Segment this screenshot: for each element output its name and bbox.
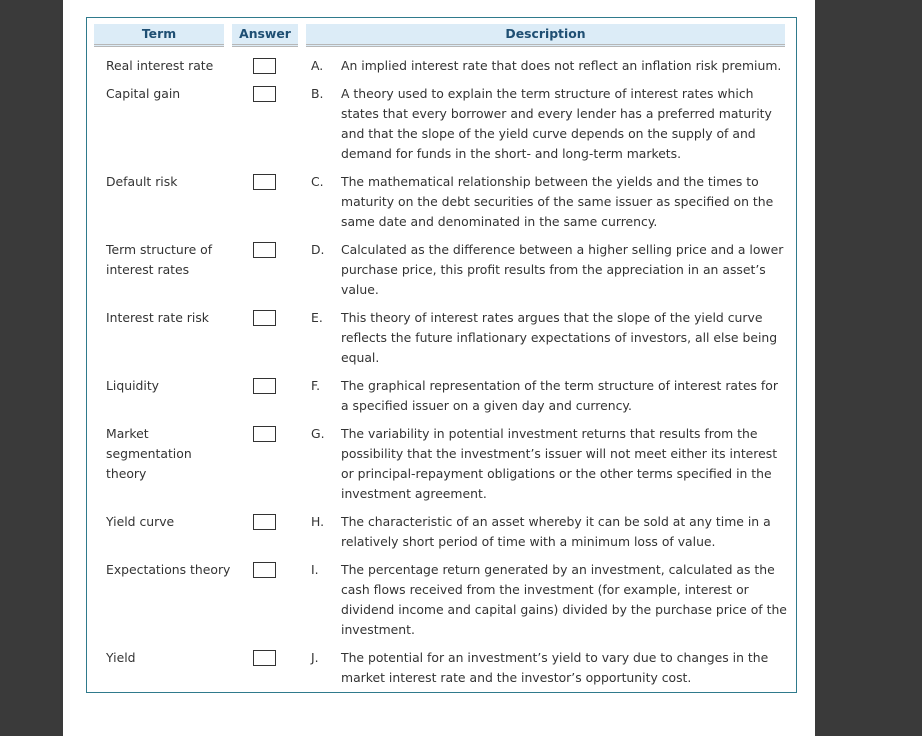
description-column-header: Description [306,24,785,47]
description-letter: J. [311,650,319,665]
answer-input[interactable] [253,242,276,258]
description-letter: G. [311,426,325,441]
description-letter: I. [311,562,319,577]
term-label: Liquidity [106,378,160,393]
term-label: Market segmentation theory [106,426,192,481]
answer-input[interactable] [253,650,276,666]
answer-input[interactable] [253,514,276,530]
answer-input[interactable] [253,378,276,394]
term-label: Real interest rate [106,58,214,73]
description-text: The potential for an investment’s yield to vary due to changes in the market interest rate and the investor’s opportunity cost. [341,650,769,685]
description-text: A theory used to explain the term structure of interest rates which states that every borrower and every lender has a preferred maturity and that the slope of the yield curve depends on the supply of and demand for funds in the short- and long-term markets. [341,86,772,161]
answer-input[interactable] [253,174,276,190]
description-letter: C. [311,174,324,189]
answer-input[interactable] [253,58,276,74]
term-label: Expectations theory [106,562,231,577]
description-text: Calculated as the difference between a higher selling price and a lower purchase price, this profit results from the appreciation in an asset’s value. [341,242,784,297]
term-label: Yield [106,650,136,665]
description-text: The variability in potential investment returns that results from the possibility that the investment’s issuer will not meet either its interest or principal-repayment obligations or the other terms specified in the investment agreement. [341,426,778,501]
term-label: Term structure of interest rates [106,242,213,277]
description-letter: E. [311,310,323,325]
description-text: This theory of interest rates argues that the slope of the yield curve reflects the future inflationary expectations of investors, all else being equal. [341,310,778,365]
description-letter: D. [311,242,325,257]
term-label: Yield curve [106,514,175,529]
term-label: Interest rate risk [106,310,209,325]
page [63,0,815,736]
description-text: An implied interest rate that does not reflect an inflation risk premium. [341,58,782,73]
term-column-header: Term [94,24,224,47]
description-letter: H. [311,514,325,529]
description-letter: F. [311,378,321,393]
description-text: The characteristic of an asset whereby it can be sold at any time in a relatively short period of time with a minimum loss of value. [341,514,771,549]
description-letter: B. [311,86,324,101]
description-text: The mathematical relationship between the yields and the times to maturity on the debt securities of the same issuer as specified on the same date and denominated in the same currency. [341,174,774,229]
description-text: The percentage return generated by an investment, calculated as the cash flows received from the investment (for example, interest or dividend income and capital gains) divided by the purchase price of the investment. [341,562,787,637]
description-text: The graphical representation of the term structure of interest rates for a specified issuer on a given day and currency. [341,378,778,413]
answer-input[interactable] [253,86,276,102]
matching-table [86,17,797,693]
term-label: Default risk [106,174,178,189]
answer-input[interactable] [253,426,276,442]
answer-column-header: Answer [232,24,298,47]
answer-input[interactable] [253,310,276,326]
answer-input[interactable] [253,562,276,578]
term-label: Capital gain [106,86,181,101]
description-letter: A. [311,58,324,73]
